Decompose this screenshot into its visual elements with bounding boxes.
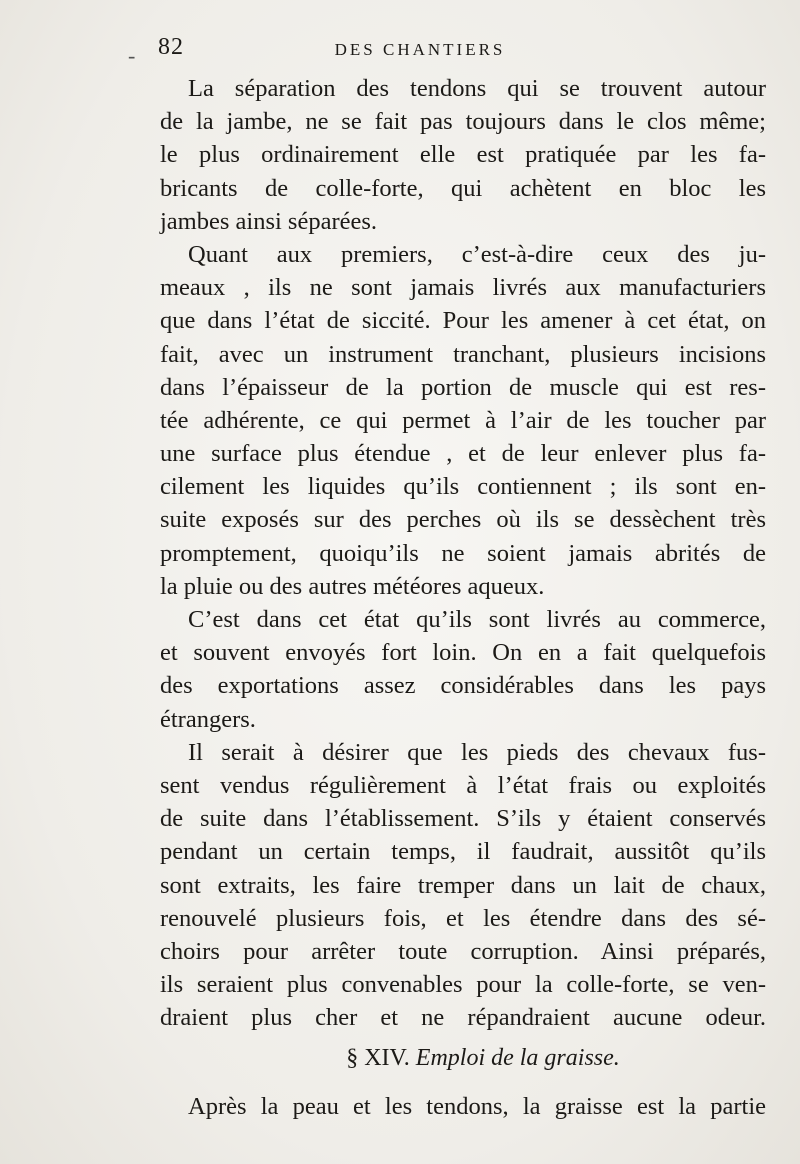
paragraph-4 [160, 736, 766, 1035]
text-line: fait, avec un instrument tranchant, plusieurs incisions [160, 340, 766, 368]
text-line: sont extraits, les faire tremper dans un lait de chaux, [160, 871, 766, 899]
text-line: sent vendus régulièrement à l’état frais ou exploités [160, 771, 766, 799]
page-number: 82 [158, 34, 184, 60]
margin-mark: - [128, 43, 136, 68]
text-line: de la jambe, ne se fait pas toujours dans le clos même; [160, 108, 766, 136]
body-text [160, 72, 766, 1124]
text-line: promptement, quoiqu’ils ne soient jamais abrités de [160, 539, 766, 567]
text-line: des exportations assez considérables dans les pays [160, 672, 766, 700]
text-line: dans l’épaisseur de la portion de muscle qui est res- [160, 373, 766, 401]
text-line: draient plus cher et ne répandraient aucune odeur. [160, 1004, 766, 1032]
text-line: suite exposés sur des perches où ils se dessèchent très [160, 506, 766, 534]
text-line: la pluie ou des autres météores aqueux. [160, 572, 545, 600]
text-line: jambes ainsi séparées. [160, 207, 378, 235]
text-line: Après la peau et les tendons, la graisse est la partie [188, 1093, 766, 1121]
text-line: ils seraient plus convenables pour la colle-forte, se ven- [160, 971, 766, 999]
section-number: § XIV. [346, 1045, 410, 1072]
paragraph-5 [160, 1090, 766, 1123]
paragraph-3 [160, 603, 766, 736]
text-line: étrangers. [160, 705, 256, 733]
text-line: C’est dans cet état qu’ils sont livrés au commerce, [188, 606, 766, 633]
text-line: bricants de colle-forte, qui achètent en bloc les [160, 174, 766, 202]
paragraph-1 [160, 72, 766, 238]
text-line: tée adhérente, ce qui permet à l’air de les toucher par [160, 406, 766, 434]
text-line: La séparation des tendons qui se trouvent autour [188, 75, 766, 102]
text-line: que dans l’état de siccité. Pour les amener à cet état, on [160, 307, 766, 335]
text-line: pendant un certain temps, il faudrait, aussitôt qu’ils [160, 838, 766, 866]
text-line: meaux , ils ne sont jamais livrés aux manufacturiers [160, 274, 766, 302]
text-line: Quant aux premiers, c’est-à-dire ceux des ju- [188, 240, 766, 268]
text-line: et souvent envoyés fort loin. On en a fait quelquefois [160, 639, 766, 667]
text-line: le plus ordinairement elle est pratiquée par les fa- [160, 141, 766, 169]
text-line: cilement les liquides qu’ils contiennent ; ils sont en- [160, 473, 766, 501]
text-line: renouvelé plusieurs fois, et les étendre dans des sé- [160, 904, 766, 932]
text-line: de suite dans l’établissement. S’ils y étaient conservés [160, 805, 766, 833]
running-head: DES CHANTIERS [334, 40, 506, 59]
section-title: Emploi de la graisse. [415, 1045, 620, 1072]
text-line: choirs pour arrêter toute corruption. Ainsi préparés, [160, 937, 766, 965]
section-heading [160, 1034, 766, 1082]
text-line: Il serait à désirer que les pieds des chevaux fus- [188, 738, 766, 766]
text-line: une surface plus étendue , et de leur enlever plus fa- [160, 440, 766, 468]
paragraph-2 [160, 238, 766, 603]
